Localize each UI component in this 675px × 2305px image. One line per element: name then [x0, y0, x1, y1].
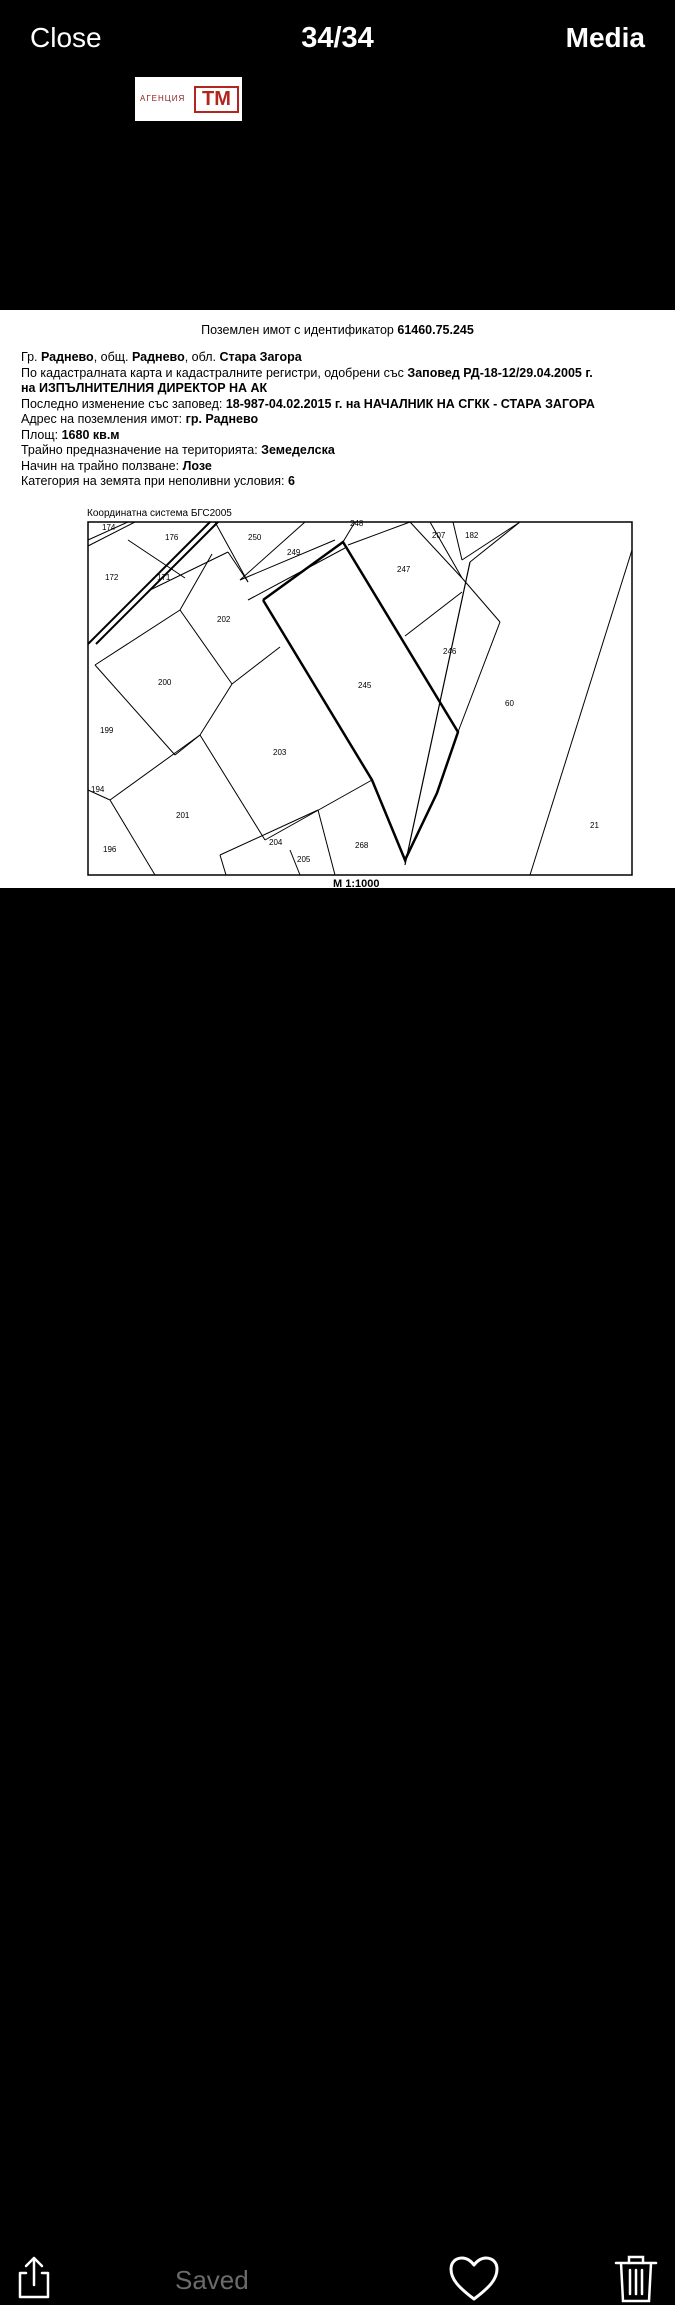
parcel-label: 248 [350, 519, 364, 528]
parcel-label: 201 [176, 811, 190, 820]
parcel-label: 207 [432, 531, 446, 540]
parcel-label: 196 [103, 845, 117, 854]
parcel-label: 199 [100, 726, 114, 735]
document-title: Поземлен имот с идентификатор 61460.75.245 [201, 323, 474, 337]
parcel-label: 249 [287, 548, 301, 557]
parcel-label: 171 [157, 573, 171, 582]
detail-line: Начин на трайно ползване: Лозе [21, 458, 212, 473]
map-scale: М 1:1000 [333, 878, 380, 888]
cadastral-map [0, 310, 675, 888]
detail-line: Категория на земята при неполивни условия: 6 [21, 474, 295, 488]
parcel-label: 250 [248, 533, 262, 542]
parcel-label: 245 [358, 681, 372, 690]
share-icon[interactable] [14, 2255, 54, 2301]
detail-line: на ИЗПЪЛНИТЕЛНИЯ ДИРЕКТОР НА АК [21, 381, 268, 395]
parcel-label: 268 [355, 841, 369, 850]
document-image [0, 310, 675, 888]
parcel-label: 172 [105, 573, 119, 582]
parcel-identifier: 61460.75.245 [397, 323, 474, 337]
parcel-label: 204 [269, 838, 283, 847]
parcel-label: 174 [102, 523, 116, 532]
logo-text: АГЕНЦИЯ [140, 94, 186, 103]
parcel-label: 205 [297, 855, 311, 864]
detail-line: Гр. Раднево, общ. Раднево, обл. Стара Загора [21, 350, 302, 364]
parcel-label: 246 [443, 647, 457, 656]
heart-icon[interactable] [448, 2255, 500, 2303]
trash-icon[interactable] [612, 2253, 660, 2305]
saved-label: Saved [175, 2265, 249, 2295]
parcel-label: 176 [165, 533, 179, 542]
agency-logo [135, 77, 242, 121]
close-button[interactable]: Close [30, 22, 102, 53]
detail-line: Трайно предназначение на територията: Земеделска [21, 443, 335, 457]
coordinate-system-label: Координатна система БГС2005 [87, 508, 232, 519]
parcel-label: 60 [505, 699, 514, 708]
detail-line: Последно изменение със заповед: 18-987-04.02.2015 г. на НАЧАЛНИК НА СГКК - СТАРА ЗАГОРА [21, 396, 595, 411]
parcel-label: 194 [91, 785, 105, 794]
parcel-label: 247 [397, 565, 411, 574]
parcel-label: 200 [158, 678, 172, 687]
top-bar [0, 0, 675, 80]
logo-mark: ТМ [194, 86, 239, 113]
parcel-label: 182 [465, 531, 479, 540]
parcel-label: 203 [273, 748, 287, 757]
detail-line: Адрес на поземления имот: гр. Раднево [21, 412, 259, 426]
bottom-toolbar [0, 1120, 675, 2295]
detail-line: Площ: 1680 кв.м [21, 427, 120, 442]
media-button[interactable]: Media [565, 22, 645, 53]
parcel-label: 21 [590, 821, 599, 830]
detail-line: По кадастралната карта и кадастралните регистри, одобрени със Заповед РД-18-12/29.04.2005 г. [21, 365, 593, 380]
parcel-label: 202 [217, 615, 231, 624]
photo-counter: 34/34 [301, 22, 374, 54]
